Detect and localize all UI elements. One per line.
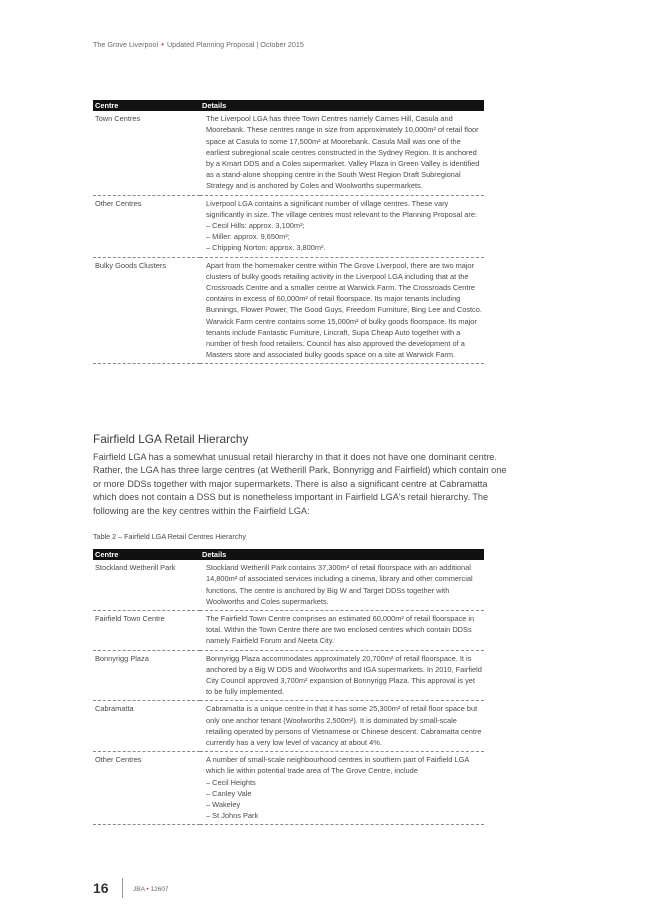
centre-name-cell: Fairfield Town Centre — [93, 611, 200, 651]
table-row — [93, 752, 484, 825]
table-body — [93, 111, 484, 364]
details-paragraph: The Fairfield Town Centre comprises an estimated 60,000m² of retail floorspace in total. Within the Town Centre there are two enclosed centres which contain DDSs namely Fairfield Forum and Neeta City. — [206, 614, 475, 646]
footer-job-number: 12607 — [150, 886, 169, 893]
header-document-title: The Grove Liverpool — [93, 40, 159, 49]
table-header-row — [93, 100, 484, 111]
details-paragraph: The Liverpool LGA has three Town Centres namely Carnes Hill, Casula and Moorebank. These centres range in size from approximately 10,000m² of retail floor space at Casula to some 17,500m² at Moorebank. Casula Mall was one of the earliest subregional scale centres constructed in the Sydney Region. It is anchored by a Kmart DDS and a Coles supermarket. Valley Plaza in Green Valley is identified as a stand-alone shopping centre in the South West Region Draft Subregional Strategy and is anchored by Coles and Woolworths supermarkets. — [206, 114, 480, 191]
details-cell — [200, 701, 484, 752]
centre-name-cell: Other Centres — [93, 752, 200, 825]
header-separator: • — [161, 40, 164, 49]
details-cell — [200, 257, 484, 364]
centre-name-cell: Bulky Goods Clusters — [93, 257, 200, 364]
section-body: Fairfield LGA has a somewhat unusual retail hierarchy in that it does not have one dominant centre. Rather, the LGA has three large centres (at Wetherill Park, Bonnyrigg and Fairfield) which contain one or more DDSs together with major supermarkets. There is also a significant centre at Cabramatta which does not contain a DSS but is nonetheless important in Fairfield LGA's retail hierarchy. The following are the key centres within the Fairfield LGA: — [93, 452, 507, 516]
table-row — [93, 111, 484, 195]
section-title: Fairfield LGA Retail Hierarchy — [93, 432, 249, 446]
page-number: 16 — [93, 880, 109, 896]
details-list-item: – St Johns Park — [206, 811, 259, 821]
table-row — [93, 701, 484, 752]
details-paragraph: Liverpool LGA contains a significant number of village centres. These vary significantly in size. The village centres most relevant to the Planning Proposal are: — [206, 198, 477, 219]
footer-reference — [133, 886, 169, 893]
table-row — [93, 195, 484, 257]
centre-name-cell: Bonnyrigg Plaza — [93, 650, 200, 701]
table-body — [93, 560, 484, 825]
footer-separator: • — [146, 886, 149, 893]
details-list-item: – Wakeley — [206, 800, 241, 810]
liverpool-centres-table — [93, 100, 484, 364]
details-cell — [200, 611, 484, 651]
footer-company: JBA — [133, 886, 145, 893]
details-cell — [200, 650, 484, 701]
table-header-row — [93, 549, 484, 560]
column-header-centre: Centre — [93, 549, 200, 560]
details-paragraph: Warwick Farm centre contains some 15,000m² of bulky goods floorspace. Its major tenants include Fantastic Furniture, Lincraft, Supa Cheap Auto together with a number of fresh food retailers. Council has also approved the development of a Masters store and associated bulky goods space on a site at Warwick Farm. — [206, 316, 477, 360]
details-list-item: – Cecil Hills: approx. 3,100m²; — [206, 221, 305, 231]
details-list-item: – Cecil Heights — [206, 777, 256, 787]
centre-name-cell: Stockland Wetherill Park — [93, 560, 200, 610]
fairfield-centres-table — [93, 549, 484, 825]
details-cell — [200, 752, 484, 825]
details-list-item: – Chipping Norton: approx. 3,800m². — [206, 243, 326, 253]
table-row — [93, 560, 484, 610]
table-row — [93, 650, 484, 701]
table-row — [93, 257, 484, 364]
details-list-item: – Canley Vale — [206, 788, 252, 798]
details-cell — [200, 111, 484, 195]
header-subtitle: Updated Planning Proposal | October 2015 — [166, 40, 304, 49]
centre-name-cell: Other Centres — [93, 195, 200, 257]
centre-name-cell: Cabramatta — [93, 701, 200, 752]
page-header — [93, 40, 304, 49]
details-cell — [200, 195, 484, 257]
details-paragraph: Stockland Wetherill Park contains 37,300m² of retail floorspace with an additional 14,800m² of associated services including a cinema, library and other commercial functions. The centre is anchored by Big W and Target DDSs together with Woolworths and Coles supermarkets. — [206, 563, 473, 606]
details-paragraph: A number of small-scale neighbourhood centres in southern part of Fairfield LGA which lie within potential trade area of The Grove Centre, include — [206, 755, 469, 776]
footer-divider — [122, 878, 123, 898]
details-cell — [200, 560, 484, 610]
details-paragraph: Apart from the homemaker centre within The Grove Liverpool, there are two major clusters of bulky goods retailing activity in the Liverpool LGA including that at the Crossroads Centre and a smaller centre at Warwick Farm. The Crossroads Centre contains in excess of 60,000m² of retail floorspace. Its major tenants including Bunnings, Flower Power, The Good Guys, Freedom Furniture, Bing Lee and Costco. — [206, 260, 482, 315]
column-header-details: Details — [200, 549, 484, 560]
details-paragraph: Cabramatta is a unique centre in that it has some 25,300m² of retail floor space but only one anchor tenant (Woolworths 2,500m²). It is dominated by small-scale retailing operated by persons of Vietnamese or Chinese descent. Cabramatta centre currently has a very low level of vacancy at about 4%. — [206, 704, 482, 748]
details-list-item: – Miller: approx. 9,650m²; — [206, 232, 290, 242]
details-paragraph: Bonnyrigg Plaza accommodates approximately 20,700m² of retail floorspace. It is anchored by a Big W DDS and Woolworths and IGA supermarkets. In 2010, Fairfield City Council approved 3,700m² expansion of Bonnyrigg Plaza. This approval is yet to be fully implemented. — [206, 653, 482, 697]
column-header-details: Details — [200, 100, 484, 111]
column-header-centre: Centre — [93, 100, 200, 111]
table-caption: Table 2 – Fairfield LGA Retail Centres Hierarchy — [93, 532, 246, 541]
centre-name-cell: Town Centres — [93, 111, 200, 195]
table-row — [93, 611, 484, 651]
